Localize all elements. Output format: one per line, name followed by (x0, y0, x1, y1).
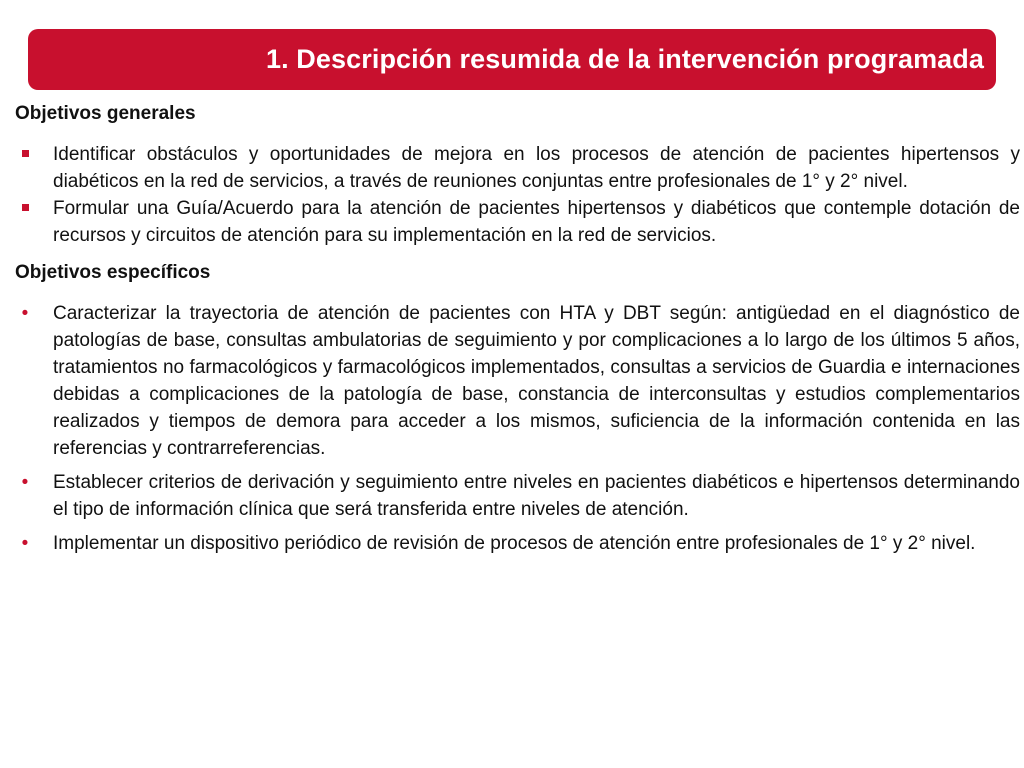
general-objective-item (15, 141, 1020, 195)
slide-content (15, 100, 1020, 557)
specific-objective-text: Implementar un dispositivo periódico de revisión de procesos de atención entre profesionales de 1° y 2° nivel. (53, 533, 976, 554)
dot-bullet-icon (15, 530, 35, 557)
specific-objective-text: Caracterizar la trayectoria de atención de pacientes con HTA y DBT según: antigüedad en el diagnóstico de patologías de base, consultas ambulatorias de seguimiento y por complicaciones a lo largo de los últimos 5 años, tratamientos no farmacológicos y farmacológicos implementados, consultas a servicios de Guardia e internaciones debidas a complicaciones de la patología de base, constancia de interconsultas y estudios complementarios realizados y tiempos de demora para acceder a los mismos, suficiencia de la información contenida en las referencias y contrarreferencias. (53, 303, 1020, 459)
square-bullet-icon (15, 195, 35, 222)
specific-objective-item (15, 469, 1020, 523)
specific-objective-text: Establecer criterios de derivación y seguimiento entre niveles en pacientes diabéticos e hipertensos determinando el tipo de información clínica que será transferida entre niveles de atención. (53, 472, 1020, 520)
general-objective-text: Formular una Guía/Acuerdo para la atención de pacientes hipertensos y diabéticos que contemple dotación de recursos y circuitos de atención para su implementación en la red de servicios. (53, 198, 1020, 246)
slide-title: 1. Descripción resumida de la intervención programada (265, 44, 984, 74)
dot-bullet-icon (15, 469, 35, 496)
square-bullet-icon (15, 141, 35, 168)
slide-title-bar (28, 29, 996, 90)
specific-objectives-list (15, 300, 1020, 557)
general-objectives-list (15, 141, 1020, 249)
general-objectives-heading: Objetivos generales (15, 103, 196, 124)
dot-bullet-icon (15, 300, 35, 327)
general-objective-item (15, 195, 1020, 249)
general-objective-text: Identificar obstáculos y oportunidades de mejora en los procesos de atención de pacientes hipertensos y diabéticos en la red de servicios, a través de reuniones conjuntas entre profesionales de 1° y 2° nivel. (53, 144, 1020, 192)
specific-objective-item (15, 300, 1020, 462)
specific-objective-item (15, 530, 1020, 557)
specific-objectives-heading: Objetivos específicos (15, 262, 211, 283)
